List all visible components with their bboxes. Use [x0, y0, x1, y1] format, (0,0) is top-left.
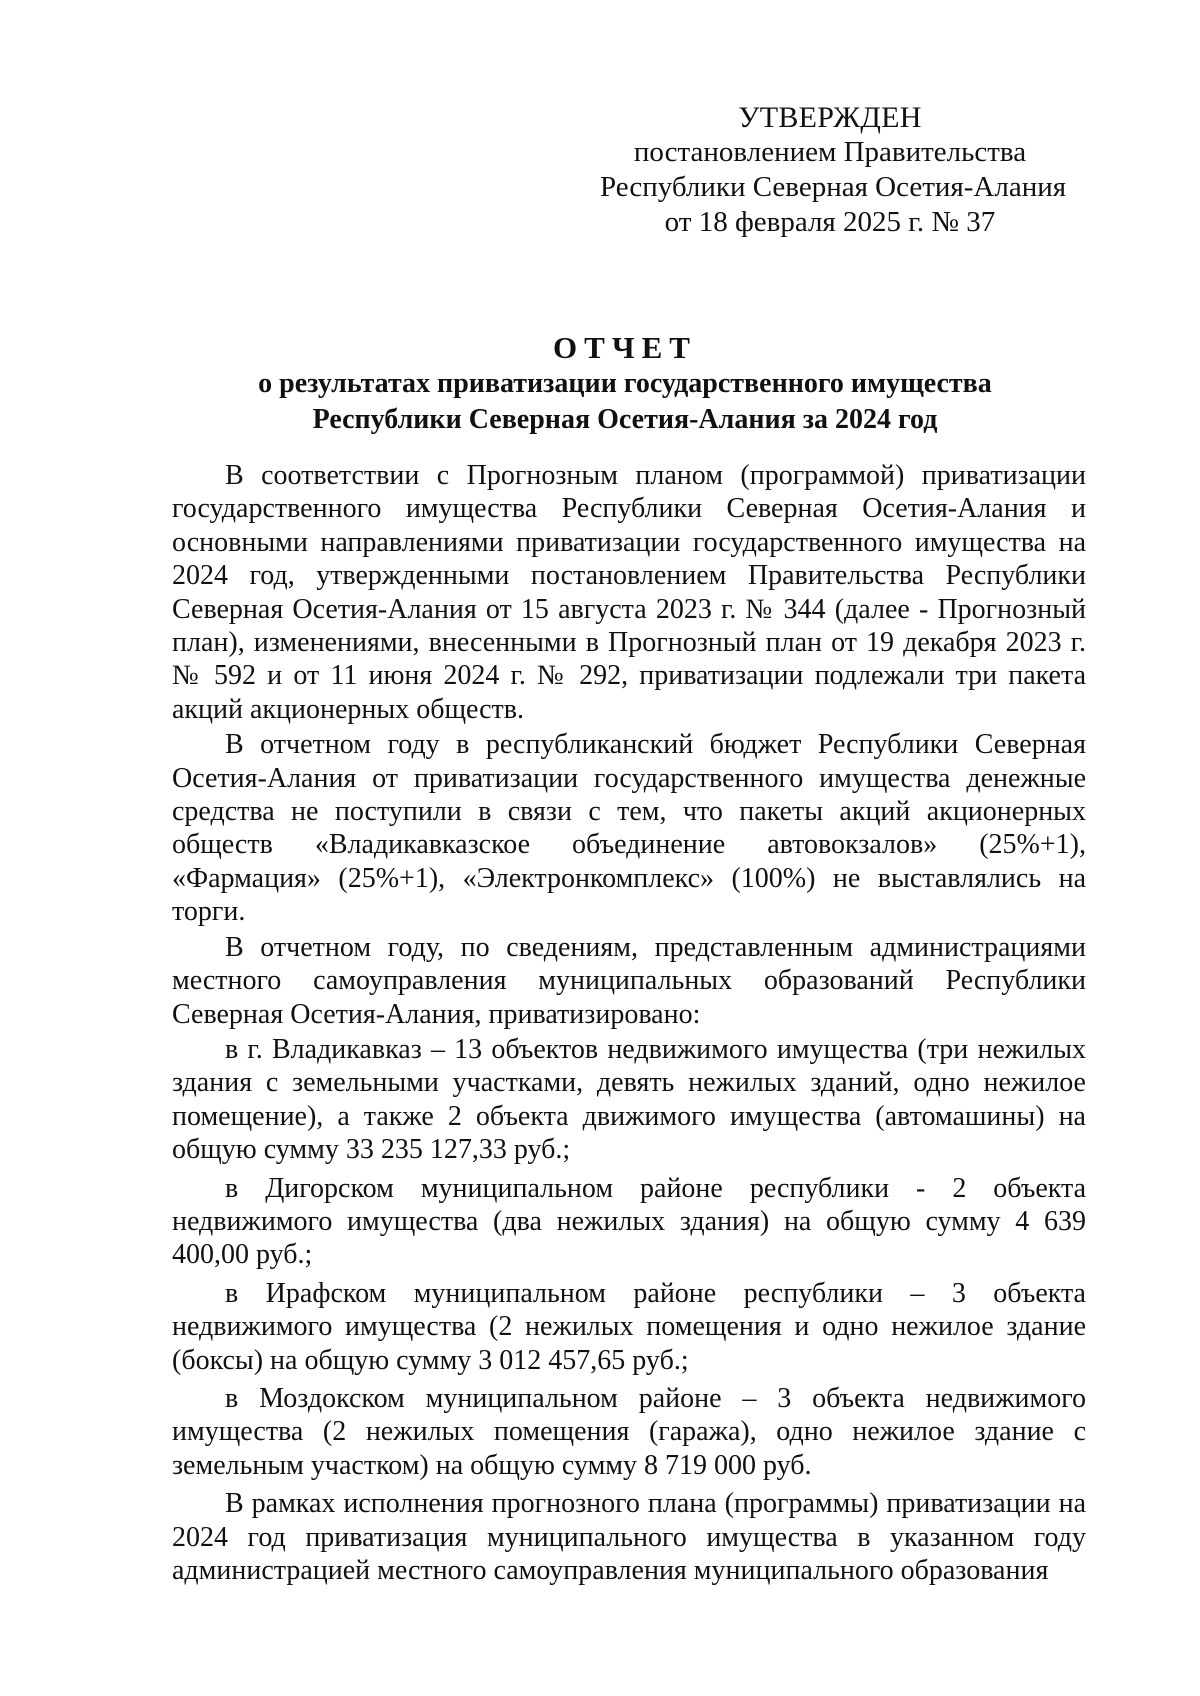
title-main: ОТЧЕТ: [553, 330, 697, 365]
paragraph-mozdok: в Моздокском муниципальном районе – 3 объекта недвижимого имущества (2 нежилых помещения (гаража), одно нежилое здание с земельным участком) на общую сумму 8 719 000 руб.: [172, 1382, 1086, 1481]
paragraph-forecast-execution: В рамках исполнения прогнозного плана (программы) приватизации на 2024 год приватизация муниципального имущества в указанном году администрацией местного самоуправления муниципального образования: [172, 1488, 1086, 1586]
approval-line-republic: Республики Северная Осетия-Алания: [600, 171, 1067, 203]
title-subtitle-line2: Республики Северная Осетия-Алания за 2024 год: [312, 404, 938, 435]
title-subtitle-line1: о результатах приватизации государственного имущества: [258, 368, 992, 399]
approval-stamp: [600, 100, 1067, 240]
approval-heading: УТВЕРЖДЕН: [738, 101, 922, 134]
paragraph-forecast-plan: В соответствии с Прогнозным планом (программой) приватизации государственного имущества Республики Северная Осетия-Алания и основными направлениями приватизации государственного имущества на 2024 год, утвержденными постановлением Правительства Республики Северная Осетия-Алания от 15 августа 2023 г. № 344 (далее - Прогнозный план), изменениями, внесенными в Прогнозный план от 19 декабря 2023 г. № 592 и от 11 июня 2024 г. № 292, приватизации подлежали три пакета акций акционерных обществ.: [172, 460, 1086, 725]
approval-line-decree: постановлением Правительства: [633, 136, 1027, 168]
paragraph-digora: в Дигорском муниципальном районе республики - 2 объекта недвижимого имущества (два нежилых здания) на общую сумму 4 639 400,00 руб.;: [172, 1172, 1086, 1271]
document-body: [172, 459, 1086, 1587]
paragraph-vladikavkaz: в г. Владикавказ – 13 объектов недвижимого имущества (три нежилых здания с земельными участками, девять нежилых зданий, одно нежилое помещение), а также 2 объекта движимого имущества (автомашины) на общую сумму 33 235 127,33 руб.;: [172, 1033, 1086, 1166]
approval-line-date: от 18 февраля 2025 г. № 37: [664, 206, 996, 238]
paragraph-iraf: в Ирафском муниципальном районе республики – 3 объекта недвижимого имущества (2 нежилых помещения и одно нежилое здание (боксы) на общую сумму 3 012 457,65 руб.;: [172, 1277, 1086, 1376]
paragraph-budget: В отчетном году в республиканский бюджет Республики Северная Осетия-Алания от приватизации государственного имущества денежные средства не поступили в связи с тем, что пакеты акций акционерных обществ «Владикавказское объединение автовокзалов» (25%+1), «Фармация» (25%+1), «Электронкомплекс» (100%) не выставлялись на торги.: [172, 729, 1086, 928]
document-title: [160, 330, 1090, 438]
paragraph-municipal-intro: В отчетном году, по сведениям, представленным администрациями местного самоуправления муниципальных образований Республики Северная Осетия-Алания, приватизировано:: [172, 931, 1086, 1030]
